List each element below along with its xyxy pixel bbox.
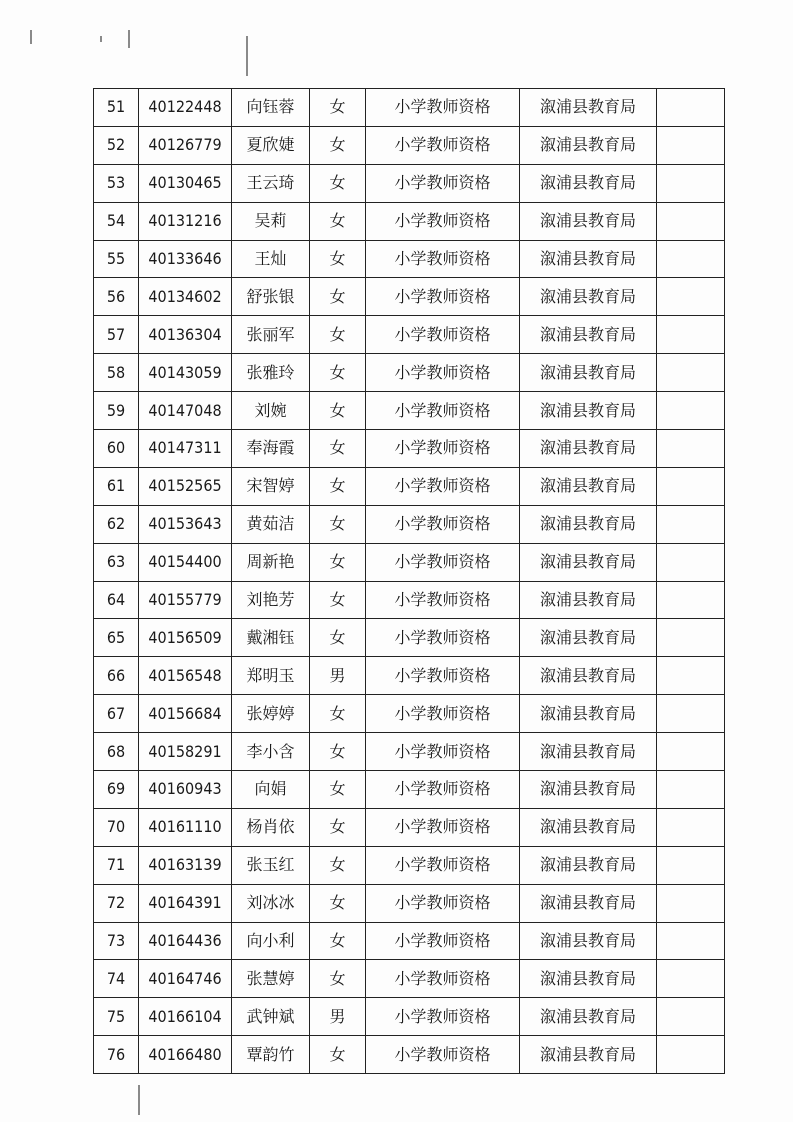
candidate-name: 刘艳芳: [232, 581, 310, 619]
candidate-name: 王灿: [232, 240, 310, 278]
candidate-name: 张丽军: [232, 316, 310, 354]
candidate-name: 李小含: [232, 733, 310, 771]
qualification-type: 小学教师资格: [366, 998, 520, 1036]
candidate-id: 40166480: [139, 1036, 232, 1074]
candidate-gender: 女: [310, 619, 366, 657]
remarks-cell: [657, 771, 725, 809]
remarks-cell: [657, 278, 725, 316]
candidate-gender: 女: [310, 884, 366, 922]
candidate-gender: 女: [310, 278, 366, 316]
row-number: 68: [94, 733, 139, 771]
table-row: [94, 960, 725, 998]
remarks-cell: [657, 164, 725, 202]
qualification-type: 小学教师资格: [366, 505, 520, 543]
candidate-gender: 女: [310, 960, 366, 998]
issuing-unit: 溆浦县教育局: [520, 392, 657, 430]
remarks-cell: [657, 202, 725, 240]
candidate-name: 刘婉: [232, 392, 310, 430]
table-row: [94, 808, 725, 846]
candidate-name: 夏欣婕: [232, 126, 310, 164]
row-number: 73: [94, 922, 139, 960]
issuing-unit: 溆浦县教育局: [520, 771, 657, 809]
issuing-unit: 溆浦县教育局: [520, 922, 657, 960]
candidate-gender: 女: [310, 430, 366, 468]
remarks-cell: [657, 960, 725, 998]
row-number: 52: [94, 126, 139, 164]
candidate-name: 舒张银: [232, 278, 310, 316]
qualification-type: 小学教师资格: [366, 657, 520, 695]
remarks-cell: [657, 89, 725, 127]
qualification-type: 小学教师资格: [366, 846, 520, 884]
row-number: 71: [94, 846, 139, 884]
remarks-cell: [657, 430, 725, 468]
candidate-name: 张雅玲: [232, 354, 310, 392]
table-row: [94, 126, 725, 164]
row-number: 75: [94, 998, 139, 1036]
issuing-unit: 溆浦县教育局: [520, 960, 657, 998]
row-number: 74: [94, 960, 139, 998]
qualification-type: 小学教师资格: [366, 354, 520, 392]
issuing-unit: 溆浦县教育局: [520, 505, 657, 543]
qualification-type: 小学教师资格: [366, 543, 520, 581]
issuing-unit: 溆浦县教育局: [520, 89, 657, 127]
issuing-unit: 溆浦县教育局: [520, 354, 657, 392]
table-row: [94, 240, 725, 278]
row-number: 55: [94, 240, 139, 278]
candidate-id: 40164391: [139, 884, 232, 922]
candidate-id: 40164746: [139, 960, 232, 998]
table-row: [94, 354, 725, 392]
candidate-gender: 女: [310, 1036, 366, 1074]
candidate-id: 40147311: [139, 430, 232, 468]
issuing-unit: 溆浦县教育局: [520, 278, 657, 316]
candidate-gender: 女: [310, 164, 366, 202]
table-row: [94, 1036, 725, 1074]
remarks-cell: [657, 619, 725, 657]
qualification-type: 小学教师资格: [366, 467, 520, 505]
table-row: [94, 392, 725, 430]
candidate-id: 40143059: [139, 354, 232, 392]
remarks-cell: [657, 922, 725, 960]
row-number: 54: [94, 202, 139, 240]
remarks-cell: [657, 733, 725, 771]
qualification-type: 小学教师资格: [366, 126, 520, 164]
candidate-id: 40122448: [139, 89, 232, 127]
candidate-gender: 女: [310, 695, 366, 733]
qualification-type: 小学教师资格: [366, 808, 520, 846]
table-row: [94, 733, 725, 771]
candidate-id: 40153643: [139, 505, 232, 543]
row-number: 57: [94, 316, 139, 354]
candidate-id: 40163139: [139, 846, 232, 884]
candidate-gender: 女: [310, 771, 366, 809]
candidate-id: 40160943: [139, 771, 232, 809]
candidate-name: 张玉红: [232, 846, 310, 884]
candidate-gender: 女: [310, 733, 366, 771]
candidate-id: 40152565: [139, 467, 232, 505]
qualification-type: 小学教师资格: [366, 240, 520, 278]
candidate-name: 武钟斌: [232, 998, 310, 1036]
qualification-type: 小学教师资格: [366, 392, 520, 430]
candidate-name: 吴莉: [232, 202, 310, 240]
table-row: [94, 998, 725, 1036]
table-row: [94, 922, 725, 960]
remarks-cell: [657, 392, 725, 430]
remarks-cell: [657, 657, 725, 695]
row-number: 65: [94, 619, 139, 657]
row-number: 63: [94, 543, 139, 581]
candidate-name: 黄茹洁: [232, 505, 310, 543]
roster-table: [93, 88, 725, 1074]
candidate-gender: 女: [310, 316, 366, 354]
candidate-gender: 女: [310, 392, 366, 430]
issuing-unit: 溆浦县教育局: [520, 202, 657, 240]
qualification-type: 小学教师资格: [366, 960, 520, 998]
candidate-name: 杨肖依: [232, 808, 310, 846]
candidate-id: 40133646: [139, 240, 232, 278]
roster-body: [94, 89, 725, 1074]
qualification-type: 小学教师资格: [366, 316, 520, 354]
candidate-id: 40136304: [139, 316, 232, 354]
issuing-unit: 溆浦县教育局: [520, 430, 657, 468]
row-number: 59: [94, 392, 139, 430]
table-row: [94, 202, 725, 240]
issuing-unit: 溆浦县教育局: [520, 543, 657, 581]
table-row: [94, 278, 725, 316]
issuing-unit: 溆浦县教育局: [520, 657, 657, 695]
remarks-cell: [657, 808, 725, 846]
candidate-gender: 女: [310, 89, 366, 127]
candidate-name: 周新艳: [232, 543, 310, 581]
qualification-type: 小学教师资格: [366, 695, 520, 733]
row-number: 58: [94, 354, 139, 392]
candidate-gender: 女: [310, 505, 366, 543]
qualification-type: 小学教师资格: [366, 1036, 520, 1074]
table-row: [94, 581, 725, 619]
issuing-unit: 溆浦县教育局: [520, 240, 657, 278]
row-number: 72: [94, 884, 139, 922]
candidate-gender: 女: [310, 846, 366, 884]
candidate-id: 40134602: [139, 278, 232, 316]
candidate-gender: 女: [310, 240, 366, 278]
issuing-unit: 溆浦县教育局: [520, 581, 657, 619]
remarks-cell: [657, 846, 725, 884]
table-row: [94, 316, 725, 354]
candidate-gender: 女: [310, 581, 366, 619]
row-number: 60: [94, 430, 139, 468]
qualification-type: 小学教师资格: [366, 619, 520, 657]
remarks-cell: [657, 1036, 725, 1074]
candidate-name: 张慧婷: [232, 960, 310, 998]
remarks-cell: [657, 240, 725, 278]
row-number: 61: [94, 467, 139, 505]
table-row: [94, 164, 725, 202]
row-number: 67: [94, 695, 139, 733]
qualification-type: 小学教师资格: [366, 771, 520, 809]
issuing-unit: 溆浦县教育局: [520, 126, 657, 164]
candidate-gender: 男: [310, 998, 366, 1036]
candidate-name: 向小利: [232, 922, 310, 960]
remarks-cell: [657, 998, 725, 1036]
candidate-gender: 女: [310, 808, 366, 846]
candidate-name: 戴湘钰: [232, 619, 310, 657]
qualification-type: 小学教师资格: [366, 733, 520, 771]
remarks-cell: [657, 467, 725, 505]
candidate-gender: 女: [310, 202, 366, 240]
candidate-gender: 女: [310, 543, 366, 581]
row-number: 56: [94, 278, 139, 316]
candidate-name: 奉海霞: [232, 430, 310, 468]
row-number: 70: [94, 808, 139, 846]
candidate-gender: 女: [310, 467, 366, 505]
table-row: [94, 657, 725, 695]
candidate-name: 宋智婷: [232, 467, 310, 505]
table-row: [94, 884, 725, 922]
remarks-cell: [657, 884, 725, 922]
candidate-gender: 女: [310, 126, 366, 164]
candidate-id: 40164436: [139, 922, 232, 960]
issuing-unit: 溆浦县教育局: [520, 164, 657, 202]
issuing-unit: 溆浦县教育局: [520, 467, 657, 505]
candidate-name: 郑明玉: [232, 657, 310, 695]
issuing-unit: 溆浦县教育局: [520, 808, 657, 846]
qualification-type: 小学教师资格: [366, 922, 520, 960]
table-row: [94, 430, 725, 468]
candidate-name: 向钰蓉: [232, 89, 310, 127]
candidate-id: 40156509: [139, 619, 232, 657]
table-row: [94, 543, 725, 581]
candidate-name: 刘冰冰: [232, 884, 310, 922]
issuing-unit: 溆浦县教育局: [520, 695, 657, 733]
issuing-unit: 溆浦县教育局: [520, 998, 657, 1036]
table-row: [94, 846, 725, 884]
issuing-unit: 溆浦县教育局: [520, 733, 657, 771]
row-number: 51: [94, 89, 139, 127]
scan-artifact: [128, 30, 130, 48]
candidate-id: 40158291: [139, 733, 232, 771]
candidate-id: 40155779: [139, 581, 232, 619]
issuing-unit: 溆浦县教育局: [520, 619, 657, 657]
issuing-unit: 溆浦县教育局: [520, 884, 657, 922]
issuing-unit: 溆浦县教育局: [520, 316, 657, 354]
candidate-id: 40147048: [139, 392, 232, 430]
row-number: 64: [94, 581, 139, 619]
remarks-cell: [657, 354, 725, 392]
candidate-name: 张婷婷: [232, 695, 310, 733]
candidate-id: 40126779: [139, 126, 232, 164]
qualification-type: 小学教师资格: [366, 581, 520, 619]
scan-artifact: [138, 1085, 140, 1115]
candidate-id: 40130465: [139, 164, 232, 202]
candidate-id: 40131216: [139, 202, 232, 240]
table-row: [94, 89, 725, 127]
scan-artifact: [246, 36, 248, 76]
scan-artifact: [30, 30, 32, 44]
candidate-id: 40156548: [139, 657, 232, 695]
issuing-unit: 溆浦县教育局: [520, 1036, 657, 1074]
row-number: 76: [94, 1036, 139, 1074]
candidate-gender: 男: [310, 657, 366, 695]
row-number: 66: [94, 657, 139, 695]
qualification-type: 小学教师资格: [366, 884, 520, 922]
candidate-name: 覃韵竹: [232, 1036, 310, 1074]
table-row: [94, 771, 725, 809]
row-number: 62: [94, 505, 139, 543]
candidate-gender: 女: [310, 922, 366, 960]
candidate-id: 40161110: [139, 808, 232, 846]
table-row: [94, 695, 725, 733]
candidate-id: 40156684: [139, 695, 232, 733]
remarks-cell: [657, 543, 725, 581]
candidate-id: 40154400: [139, 543, 232, 581]
candidate-name: 王云琦: [232, 164, 310, 202]
row-number: 69: [94, 771, 139, 809]
candidate-gender: 女: [310, 354, 366, 392]
qualification-type: 小学教师资格: [366, 430, 520, 468]
row-number: 53: [94, 164, 139, 202]
remarks-cell: [657, 695, 725, 733]
scan-artifact: [100, 36, 102, 42]
table-row: [94, 505, 725, 543]
remarks-cell: [657, 316, 725, 354]
qualification-type: 小学教师资格: [366, 164, 520, 202]
remarks-cell: [657, 505, 725, 543]
qualification-type: 小学教师资格: [366, 202, 520, 240]
remarks-cell: [657, 581, 725, 619]
candidate-name: 向娟: [232, 771, 310, 809]
issuing-unit: 溆浦县教育局: [520, 846, 657, 884]
table-row: [94, 619, 725, 657]
candidate-id: 40166104: [139, 998, 232, 1036]
qualification-type: 小学教师资格: [366, 278, 520, 316]
table-row: [94, 467, 725, 505]
qualification-type: 小学教师资格: [366, 89, 520, 127]
remarks-cell: [657, 126, 725, 164]
